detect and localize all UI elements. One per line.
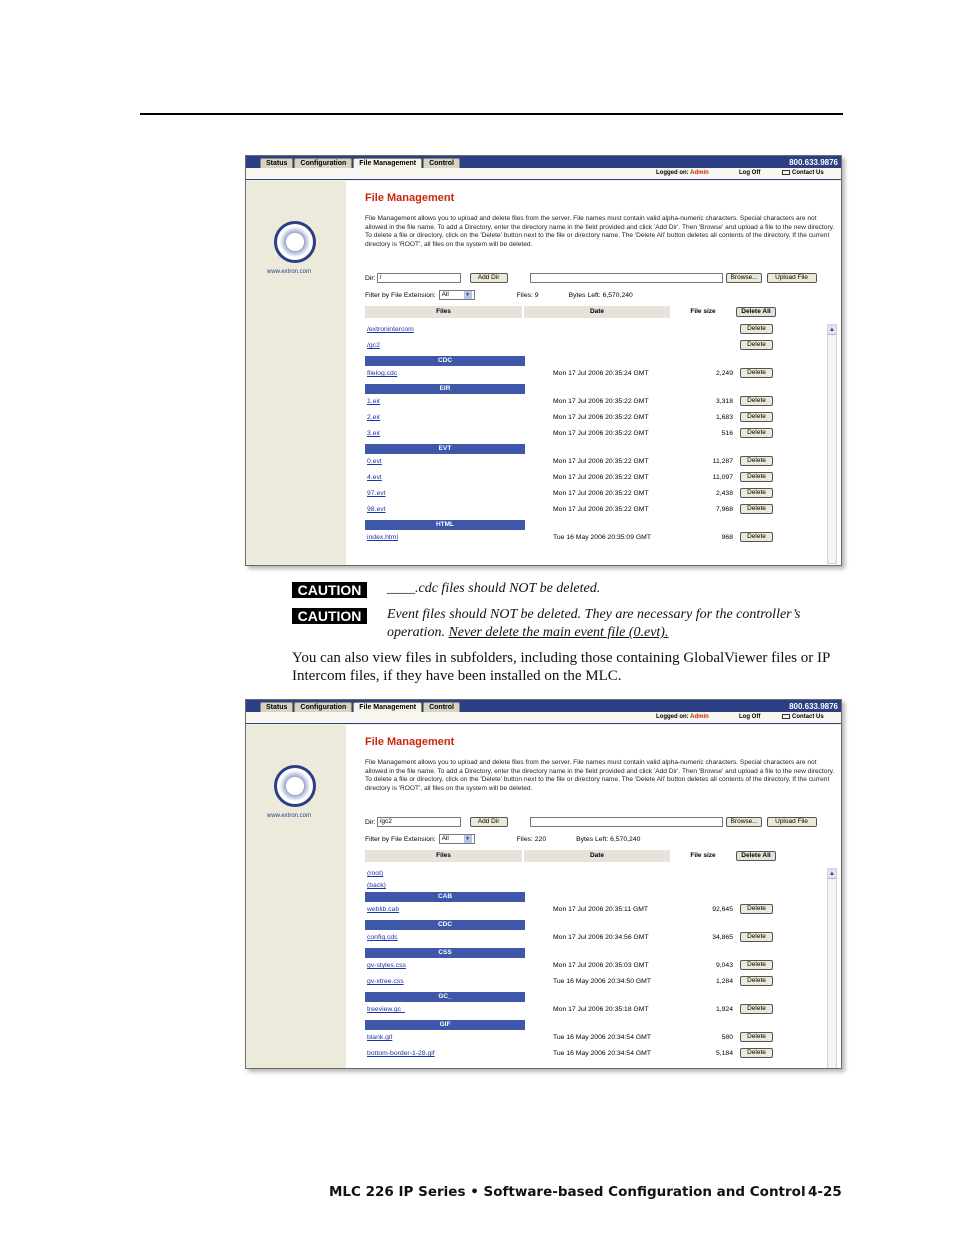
file-date: Mon 17 Jul 2006 20:35:22 GMT	[553, 414, 649, 421]
group-label: EVT	[365, 444, 525, 454]
chevron-down-icon: ▼	[465, 292, 471, 298]
file-date: Mon 17 Jul 2006 20:35:24 GMT	[553, 370, 649, 377]
table-row	[365, 1004, 820, 1016]
logged-on-status	[656, 170, 709, 176]
file-link[interactable]: 3.eir	[367, 430, 381, 437]
table-row	[365, 456, 820, 468]
delete-button[interactable]: Delete	[740, 976, 773, 986]
caution-text-2-main: Event files should NOT be deleted. They are necessary for the controller’s operation.	[387, 607, 801, 640]
table-header	[365, 850, 778, 862]
file-date: Tue 16 May 2006 20:34:54 GMT	[553, 1034, 651, 1041]
filter-label: Filter by File Extension:	[365, 835, 436, 843]
file-group-header	[365, 892, 820, 903]
delete-button[interactable]: Delete	[740, 340, 773, 350]
delete-button[interactable]: Delete	[740, 932, 773, 942]
caution-badge-1: CAUTION	[292, 582, 367, 598]
delete-button[interactable]: Delete	[740, 396, 773, 406]
page-number: 4-25	[808, 1184, 842, 1200]
delete-button[interactable]: Delete	[740, 1048, 773, 1058]
file-date: Mon 17 Jul 2006 20:35:22 GMT	[553, 430, 649, 437]
dir-input[interactable]: /	[377, 273, 461, 283]
envelope-icon	[782, 170, 790, 175]
delete-button[interactable]: Delete	[740, 1032, 773, 1042]
delete-button[interactable]: Delete	[740, 324, 773, 334]
file-link[interactable]: bottom-border-1-28.gif	[367, 1050, 435, 1057]
add-dir-button[interactable]: Add Dir	[470, 273, 508, 283]
table-row	[365, 976, 820, 988]
table-header	[365, 306, 778, 318]
table-row	[365, 868, 820, 880]
delete-button[interactable]: Delete	[740, 412, 773, 422]
file-link[interactable]: config.cdc	[367, 934, 398, 941]
file-date: Mon 17 Jul 2006 20:35:22 GMT	[553, 490, 649, 497]
delete-button[interactable]: Delete	[740, 504, 773, 514]
file-group-header	[365, 948, 820, 959]
col-date: Date	[524, 306, 670, 318]
file-link[interactable]: (back)	[367, 882, 386, 889]
group-label: HTML	[365, 520, 525, 530]
file-date: Mon 17 Jul 2006 20:35:22 GMT	[553, 474, 649, 481]
table-row	[365, 904, 820, 916]
logged-on-user: Admin	[690, 714, 709, 720]
filter-select[interactable]	[439, 290, 475, 300]
group-label: GC_	[365, 992, 525, 1002]
tab-control[interactable]: Control	[423, 702, 460, 713]
file-size: 5,184	[715, 1050, 733, 1057]
col-size: File size	[690, 308, 716, 315]
file-size: 1,284	[715, 978, 733, 985]
phone-number: 800.633.9876	[789, 702, 838, 711]
file-link[interactable]: 1.eir	[367, 398, 381, 405]
file-link[interactable]: filelog.cdc	[367, 370, 398, 377]
caution-text-1: ____.cdc files should NOT be deleted.	[387, 581, 601, 596]
top-nav-bar	[246, 156, 841, 168]
file-date: Mon 17 Jul 2006 20:35:18 GMT	[553, 1006, 649, 1013]
table-row	[365, 1048, 820, 1060]
left-pane	[246, 181, 346, 566]
col-files: Files	[365, 306, 522, 318]
top-nav-bar	[246, 700, 841, 712]
user-bar	[246, 712, 841, 724]
table-row	[365, 324, 820, 336]
file-size: 3,318	[715, 398, 733, 405]
filter-select-value: All	[441, 835, 449, 842]
file-date: Mon 17 Jul 2006 20:35:22 GMT	[553, 506, 649, 513]
contact-us-link[interactable]	[782, 170, 824, 176]
table-row	[365, 932, 820, 944]
delete-button[interactable]: Delete	[740, 1004, 773, 1014]
page-title: File Management	[365, 736, 455, 748]
file-size: 7,968	[715, 506, 733, 513]
dir-label: Dir:	[365, 274, 376, 282]
group-label: CDC	[365, 356, 525, 366]
file-link[interactable]: 97.evt	[367, 490, 386, 497]
table-row	[365, 412, 820, 424]
file-group-header	[365, 384, 820, 395]
logged-on-label: Logged on:	[656, 170, 689, 176]
col-size: File size	[690, 852, 716, 859]
contact-us-link[interactable]	[782, 714, 824, 720]
delete-button[interactable]: Delete	[740, 368, 773, 378]
phone-number: 800.633.9876	[789, 158, 838, 167]
filter-row	[365, 290, 633, 300]
left-pane	[246, 725, 346, 1069]
tab-configuration[interactable]: Configuration	[294, 702, 352, 713]
file-group-header	[365, 444, 820, 455]
file-link[interactable]: 0.evt	[367, 458, 382, 465]
upload-file-button[interactable]: Upload File	[767, 817, 817, 827]
main-panel	[346, 725, 841, 1068]
contact-us-label: Contact Us	[792, 170, 824, 177]
bytes-left: Bytes Left: 6,570,240	[568, 291, 633, 299]
dir-row	[365, 817, 817, 827]
dir-input[interactable]: /gc2	[377, 817, 461, 827]
file-size: 11,097	[712, 474, 733, 481]
filter-row	[365, 834, 640, 844]
dir-label: Dir:	[365, 818, 376, 826]
file-date: Mon 17 Jul 2006 20:34:56 GMT	[553, 934, 649, 941]
file-size: 2,249	[715, 370, 733, 377]
vertical-scrollbar[interactable]	[827, 324, 837, 564]
group-label: CDC	[365, 920, 525, 930]
tab-status[interactable]: Status	[260, 158, 293, 169]
file-size: 9,043	[715, 962, 733, 969]
delete-button[interactable]: Delete	[740, 960, 773, 970]
bytes-left: Bytes Left: 6,570,240	[576, 835, 641, 843]
extron-logo-icon	[274, 221, 316, 263]
contact-us-label: Contact Us	[792, 714, 824, 721]
file-link[interactable]: weblib.cab	[367, 906, 400, 913]
table-row	[365, 428, 820, 440]
envelope-icon	[782, 714, 790, 719]
file-link[interactable]: index.html	[367, 534, 398, 541]
file-size: 1,924	[715, 1006, 733, 1013]
file-size: 968	[721, 534, 733, 541]
file-date: Mon 17 Jul 2006 20:35:22 GMT	[553, 398, 649, 405]
logged-on-user: Admin	[690, 170, 709, 176]
delete-button[interactable]: Delete	[740, 472, 773, 482]
page-title: File Management	[365, 192, 455, 204]
file-group-header	[365, 920, 820, 931]
table-row	[365, 340, 820, 352]
table-row	[365, 532, 820, 544]
chevron-down-icon: ▼	[465, 836, 471, 842]
upload-file-button[interactable]: Upload File	[767, 273, 817, 283]
file-size: 580	[721, 1034, 733, 1041]
table-row	[365, 472, 820, 484]
table-row	[365, 504, 820, 516]
footer-title: MLC 226 IP Series • Software-based Configuration and Control	[329, 1184, 806, 1200]
delete-button[interactable]: Delete	[740, 488, 773, 498]
file-link[interactable]: blank.gif	[367, 1034, 393, 1041]
file-link[interactable]: 4.evt	[367, 474, 382, 481]
file-size: 34,865	[712, 934, 733, 941]
file-group-header	[365, 1020, 820, 1031]
user-bar	[246, 168, 841, 180]
file-link[interactable]: /gc2	[367, 342, 380, 349]
add-dir-button[interactable]: Add Dir	[470, 817, 508, 827]
dir-row	[365, 273, 817, 283]
file-date: Mon 17 Jul 2006 20:35:11 GMT	[553, 906, 649, 913]
page-description: File Management allows you to upload and delete files from the server. File names must contain valid alpha-numeric characters. Special characters are not allowed in the file name. To add a Directory, enter the directory name in the field provided and click 'Add Dir'. Then 'Browse' and upload a file to the new directory. To delete a file or directory, click on the 'Delete' button next to the file or directory name. The 'Delete All' button deletes all contents of the directory. If the current directory is 'ROOT', all files on the system will be deleted.	[365, 215, 835, 248]
table-row	[365, 1032, 820, 1044]
page-description: File Management allows you to upload and delete files from the server. File names must contain valid alpha-numeric characters. Special characters are not allowed in the file name. To add a Directory, enter the directory name in the field provided and click 'Add Dir'. Then 'Browse' and upload a file to the new directory. To delete a file or directory, click on the 'Delete' button next to the file or directory name. The 'Delete All' button deletes all contents of the directory. If the current directory is 'ROOT', all files on the system will be deleted.	[365, 759, 835, 792]
filter-label: Filter by File Extension:	[365, 291, 436, 299]
file-path-input[interactable]	[530, 273, 723, 283]
file-link[interactable]: /extronintercom	[367, 326, 414, 333]
col-date: Date	[524, 850, 670, 862]
file-link[interactable]: 98.evt	[367, 506, 386, 513]
browse-button[interactable]: Browse...	[726, 273, 762, 283]
delete-all-button[interactable]: Delete All	[736, 851, 776, 861]
logo-url[interactable]: www.extron.com	[267, 813, 312, 819]
filter-select-value: All	[441, 291, 449, 298]
file-link[interactable]: 2.eir	[367, 414, 381, 421]
table-row	[365, 880, 820, 892]
table-row	[365, 368, 820, 380]
header-rule	[140, 113, 843, 115]
file-group-header	[365, 356, 820, 367]
main-panel	[346, 181, 841, 565]
file-link[interactable]: (root)	[367, 870, 384, 877]
tab-status[interactable]: Status	[260, 702, 293, 713]
file-link[interactable]: gv-xtree.css	[367, 978, 404, 985]
file-date: Tue 16 May 2006 20:34:54 GMT	[553, 1050, 651, 1057]
table-row	[365, 396, 820, 408]
body-paragraph: You can also view files in subfolders, including those containing GlobalViewer files or IP Intercom files, if they have been installed on the MLC.	[292, 650, 830, 684]
file-path-input[interactable]	[530, 817, 723, 827]
file-size: 516	[721, 430, 733, 437]
logged-on-label: Logged on:	[656, 714, 689, 720]
tab-configuration[interactable]: Configuration	[294, 158, 352, 169]
delete-button[interactable]: Delete	[740, 428, 773, 438]
filter-select[interactable]	[439, 834, 475, 844]
col-files: Files	[365, 850, 522, 862]
delete-button[interactable]: Delete	[740, 456, 773, 466]
file-date: Tue 16 May 2006 20:34:50 GMT	[553, 978, 651, 985]
logged-on-status	[656, 714, 709, 720]
group-label: CAB	[365, 892, 525, 902]
group-label: CSS	[365, 948, 525, 958]
file-link[interactable]: treeview.gc_	[367, 1006, 405, 1013]
file-management-screenshot-gc2	[245, 699, 842, 1069]
file-group-header	[365, 992, 820, 1003]
vertical-scrollbar[interactable]	[827, 868, 837, 1069]
group-label: GIF	[365, 1020, 525, 1030]
file-link[interactable]: gv-styles.css	[367, 962, 406, 969]
logo-url[interactable]: www.extron.com	[267, 269, 312, 275]
file-date: Mon 17 Jul 2006 20:35:22 GMT	[553, 458, 649, 465]
scroll-up-icon[interactable]: ▲	[829, 327, 835, 333]
delete-button[interactable]: Delete	[740, 532, 773, 542]
tab-file-management[interactable]: File Management	[353, 158, 422, 169]
table-row	[365, 488, 820, 500]
group-label: EIR	[365, 384, 525, 394]
caution-badge-2: CAUTION	[292, 608, 367, 624]
log-off-link[interactable]: Log Off	[739, 714, 761, 720]
files-count: Files: 9	[516, 291, 539, 299]
tab-file-management[interactable]: File Management	[353, 702, 422, 713]
caution-text-2	[387, 606, 837, 642]
file-management-screenshot-root	[245, 155, 842, 566]
file-group-header	[365, 520, 820, 531]
file-date: Tue 16 May 2006 20:35:09 GMT	[553, 534, 651, 541]
extron-logo-icon	[274, 765, 316, 807]
tab-control[interactable]: Control	[423, 158, 460, 169]
file-size: 1,683	[715, 414, 733, 421]
scroll-up-icon[interactable]: ▲	[829, 871, 835, 877]
files-count: Files: 220	[516, 835, 547, 843]
file-size: 11,287	[712, 458, 733, 465]
delete-button[interactable]: Delete	[740, 904, 773, 914]
log-off-link[interactable]: Log Off	[739, 170, 761, 176]
file-size: 2,438	[715, 490, 733, 497]
browse-button[interactable]: Browse...	[726, 817, 762, 827]
file-date: Mon 17 Jul 2006 20:35:03 GMT	[553, 962, 649, 969]
file-size: 92,645	[712, 906, 733, 913]
caution-text-2-underlined: Never delete the main event file (0.evt).	[448, 625, 669, 640]
table-row	[365, 960, 820, 972]
delete-all-button[interactable]: Delete All	[736, 307, 776, 317]
